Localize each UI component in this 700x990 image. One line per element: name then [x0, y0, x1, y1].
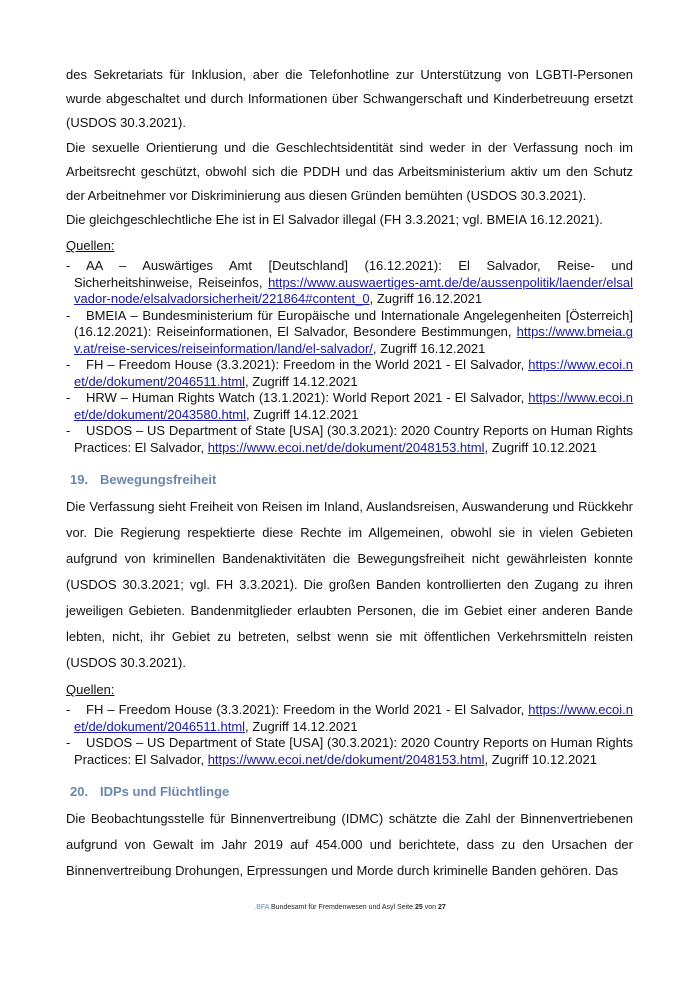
source-link[interactable]: https://www.auswaertiges-amt.de/de/aussenpolitik/laender/elsalvador-node/elsalvadorsicherheit/221864#content_0: [74, 274, 633, 307]
source-item: [66, 357, 633, 390]
source-link[interactable]: https://www.ecoi.net/de/dokument/2043580.html: [74, 390, 633, 422]
source-text: FH – Freedom House (3.3.2021): Freedom in the World 2021 - El Salvador,: [86, 357, 525, 373]
section-heading-19: [66, 472, 633, 488]
sources-list: [66, 702, 633, 768]
bullet-dash: -: [66, 735, 71, 751]
source-text: USDOS – US Department of State [USA] (30.3.2021): 2020 Country Reports on Human Rights Practices: El Salvador,: [74, 735, 633, 767]
access-date: , Zugriff 10.12.2021: [484, 751, 597, 767]
section-title: Bewegungsfreiheit: [100, 472, 217, 488]
page-number: 25: [414, 904, 423, 911]
source-link[interactable]: https://www.ecoi.net/de/dokument/2046511.html: [74, 357, 633, 389]
access-date: , Zugriff 14.12.2021: [246, 406, 359, 422]
access-date: , Zugriff 16.12.2021: [372, 340, 486, 356]
footer-text: von: [422, 904, 438, 911]
paragraph: Die gleichgeschlechtliche Ehe ist in El Salvador illegal (FH 3.3.2021; vgl. BMEIA 16.12.2021).: [66, 212, 603, 228]
source-link[interactable]: https://www.ecoi.net/de/dokument/2048153.html: [207, 439, 485, 455]
source-item: [66, 258, 633, 308]
source-link[interactable]: https://www.ecoi.net/de/dokument/2046511.html: [74, 702, 633, 734]
footer-text: Bundesamt für Fremdenwesen und Asyl Seite: [269, 904, 415, 911]
bullet-dash: -: [66, 357, 71, 373]
bullet-dash: -: [66, 423, 71, 439]
source-text: USDOS – US Department of State [USA] (30.3.2021): 2020 Country Reports on Human Rights Practices: El Salvador,: [74, 423, 633, 455]
source-item: [66, 702, 633, 735]
bullet-dash: -: [66, 702, 71, 718]
access-date: , Zugriff 10.12.2021: [484, 439, 597, 455]
bfa-logo: .BFA: [254, 904, 270, 911]
bullet-dash: -: [66, 307, 71, 323]
page-total: 27: [437, 904, 446, 911]
section-number: 20.: [70, 784, 89, 800]
section-number: 19.: [70, 472, 89, 488]
source-item: [66, 423, 633, 456]
section-title: IDPs und Flüchtlinge: [100, 784, 230, 800]
source-text: HRW – Human Rights Watch (13.1.2021): World Report 2021 - El Salvador,: [86, 390, 525, 406]
source-link[interactable]: https://www.ecoi.net/de/dokument/2048153.html: [207, 751, 485, 767]
paragraph: Die sexuelle Orientierung und die Geschlechtsidentität sind weder in der Verfassung noch im Arbeitsrecht geschützt, obwohl sich die PDDH und das Arbeitsministerium aktiv um den Schutz der Arbeitnehmer vor Diskriminierung aus diesen Gründen bemühten (USDOS 30.3.2021).: [66, 139, 633, 204]
bullet-dash: -: [66, 390, 71, 406]
source-text: AA – Auswärtiges Amt [Deutschland] (16.12.2021): El Salvador, Reise- und Sicherheitshinweise, Reiseinfos,: [74, 258, 633, 290]
access-date: , Zugriff 14.12.2021: [245, 718, 358, 734]
sources-label: Quellen:: [66, 682, 115, 698]
access-date: , Zugriff 14.12.2021: [245, 373, 358, 389]
source-item: [66, 308, 633, 358]
sources-list: [66, 258, 633, 456]
source-item: [66, 390, 633, 423]
section-heading-20: [66, 784, 633, 800]
source-link[interactable]: https://www.bmeia.gv.at/reise-services/reiseinformation/land/el-salvador/: [74, 324, 633, 356]
source-text: BMEIA – Bundesministerium für Europäische und Internationale Angelegenheiten [Österreich] (16.12.2021): Reiseinformationen, El Salvador, Besondere Bestimmungen,: [74, 307, 633, 340]
source-item: [66, 735, 633, 768]
access-date: , Zugriff 16.12.2021: [369, 291, 483, 307]
page-footer: [0, 889, 700, 990]
bullet-dash: -: [66, 258, 71, 274]
intro-paragraphs: [66, 63, 633, 232]
paragraph: des Sekretariats für Inklusion, aber die Telefonhotline zur Unterstützung von LGBTI-Personen wurde abgeschaltet und durch Informationen über Schwangerschaft und Kinderbetreuung ersetzt (USDOS 30.3.2021).: [66, 67, 633, 131]
source-text: FH – Freedom House (3.3.2021): Freedom in the World 2021 - El Salvador,: [86, 702, 525, 718]
paragraph: Die Beobachtungsstelle für Binnenvertreibung (IDMC) schätzte die Zahl der Binnenvertriebenen aufgrund von Gewalt im Jahr 2019 auf 454.000 und berichtete, dass zu den Ursachen der Binnenvertreibung Drohungen, Erpressungen und Morde durch kriminelle Banden gehören. Das: [66, 811, 633, 879]
paragraph: Die Verfassung sieht Freiheit von Reisen im Inland, Auslandsreisen, Auswanderung und Rückkehr vor. Die Regierung respektierte diese Rechte im Allgemeinen, obwohl sie in vielen Gebieten aufgrund von kriminellen Bandenaktivitäten die Bewegungsfreiheit nicht gewährleisten konnte (USDOS 30.3.2021; vgl. FH 3.3.2021). Die großen Banden kontrollierten den Zugang zu ihren jeweiligen Gebieten. Bandenmitglieder erlaubten Personen, die im Gebiet einer anderen Bande lebten, nicht, ihr Gebiet zu betreten, selbst wenn sie mit öffentlichen Verkehrsmitteln reisten (USDOS 30.3.2021).: [66, 499, 633, 671]
sources-label: Quellen:: [66, 238, 115, 254]
